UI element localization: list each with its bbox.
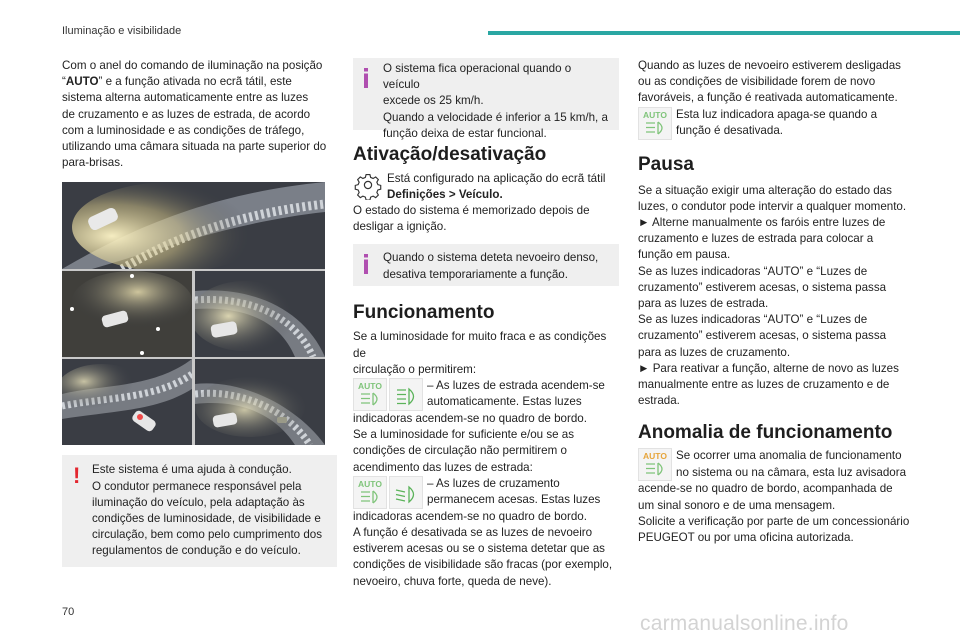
pause-line: cruzamento e luzes de estrada para colocar a xyxy=(638,232,874,246)
pause-heading: Pausa xyxy=(638,153,694,175)
fault-tail-line: Solicite a verificação por parte de um concessionário xyxy=(638,514,910,528)
pause-line: para as luzes de cruzamento. xyxy=(638,345,791,359)
fault-line: Se ocorrer uma anomalia de funcionamento xyxy=(676,449,902,463)
intro-line: para-brisas. xyxy=(62,156,124,170)
end-line: nevoeiro, chuva forte, queda de neve). xyxy=(353,574,552,588)
illustration-grid xyxy=(62,182,325,445)
intro-line: sistema alterna automaticamente entre as luzes xyxy=(62,91,309,105)
high-beam-line: automaticamente. Estas luzes xyxy=(427,395,582,409)
operation-lead-line: circulação o permitirem: xyxy=(353,362,477,376)
activation-heading: Ativação/desativação xyxy=(353,144,547,165)
high-beam-tail: indicadoras acendem-se no quadro de bordo. xyxy=(353,412,587,426)
column-2 xyxy=(353,58,619,590)
svg-text:AUTO: AUTO xyxy=(643,109,667,120)
pause-line: função em pausa. xyxy=(638,248,731,262)
mid-line: Se a luminosidade for suficiente e/ou se as xyxy=(353,428,575,442)
fault-row xyxy=(638,448,910,481)
section-title: Iluminação e visibilidade xyxy=(62,25,182,37)
pause-line: luzes, o condutor pode intervir a qualquer momento. xyxy=(638,199,907,213)
auto-lighting-icon xyxy=(353,378,387,411)
low-beam-line: permanecem acesas. Estas luzes xyxy=(427,493,601,507)
pause-line: Se a situação exigir uma alteração do estado das xyxy=(638,183,892,197)
warning-line: O condutor permanece responsável pela xyxy=(92,479,302,493)
intro-line: Com o anel do comando de iluminação na posição xyxy=(62,59,323,72)
off-indicator-row xyxy=(638,107,910,140)
mid-line: acendimento das luzes de estrada: xyxy=(353,460,533,474)
low-beam-tail: indicadoras acendem-se no quadro de bordo. xyxy=(353,509,587,523)
fog-note-line: desativa temporariamente a função. xyxy=(383,267,568,281)
warning-line: circulação, bem como pelo cumprimento dos xyxy=(92,528,323,542)
warning-line: iluminação do veículo, pela adaptação às xyxy=(92,495,305,509)
low-beam-line: – As luzes de cruzamento xyxy=(427,476,560,490)
info-icon xyxy=(364,68,368,88)
gear-icon xyxy=(353,170,383,205)
intro-line: utilizando uma câmara situada na parte superior do xyxy=(62,140,327,154)
speed-info-line: Quando a velocidade é inferior a 15 km/h, a xyxy=(383,110,608,124)
reactivation-line: Quando as luzes de nevoeiro estiverem desligadas xyxy=(638,59,901,72)
illustration-panel-curve xyxy=(195,271,325,357)
speed-info-note xyxy=(353,58,619,140)
pause-line: para as luzes de estrada. xyxy=(638,297,769,311)
pause-line: ► Para reativar a função, alterne de novo as luzes xyxy=(638,361,899,375)
activation-row xyxy=(353,170,619,205)
end-line: estiverem acesas ou se o sistema detetar que as xyxy=(353,542,605,556)
fault-tail-line: acende-se no quadro de bordo, acompanhada de xyxy=(638,482,893,496)
end-line: A função é desativada se as luzes de nevoeiro xyxy=(353,526,593,540)
activation-line: Está configurado na aplicação do ecrã tátil xyxy=(387,172,606,185)
intro-line: com a luminosidade e as condições de tráfego, xyxy=(62,123,305,137)
svg-text:AUTO: AUTO xyxy=(643,451,667,462)
column-1 xyxy=(62,58,337,567)
intro-line: de cruzamento e as luzes de estrada, de acordo xyxy=(62,107,311,121)
off-line: Esta luz indicadora apaga-se quando a xyxy=(676,107,878,121)
warning-exclamation-icon: ! xyxy=(73,463,81,489)
warning-line: condições de luminosidade, de visibilidade e xyxy=(92,512,321,526)
pause-line: cruzamento” estiverem acesas, o sistema passa xyxy=(638,329,887,343)
fog-note-line: Quando o sistema deteta nevoeiro denso, xyxy=(383,251,599,265)
info-icon xyxy=(364,254,368,274)
auto-lighting-icon xyxy=(353,476,387,509)
operation-heading: Funcionamento xyxy=(353,302,495,324)
memo-line: O estado do sistema é memorizado depois de xyxy=(353,204,590,217)
warning-line: regulamentos de condução e do veículo. xyxy=(92,544,301,558)
fault-line: no sistema ou na câmara, esta luz avisadora xyxy=(676,465,907,479)
illustration-panel-oncoming xyxy=(62,359,192,445)
pause-line: estrada. xyxy=(638,394,680,408)
speed-info-line: excede os 25 km/h. xyxy=(383,94,484,108)
fault-tail-line: PEUGEOT ou por uma oficina autorizada. xyxy=(638,531,854,545)
pause-line: Se as luzes indicadoras “AUTO” e “Luzes de xyxy=(638,313,868,327)
off-line: função é desativada. xyxy=(676,123,783,137)
fog-info-note xyxy=(353,244,619,286)
auto-lighting-icon xyxy=(638,107,672,140)
illustration-panel-following xyxy=(195,359,325,445)
operation-lead-line: Se a luminosidade for muito fraca e as condições de xyxy=(353,330,607,360)
illustration-panel-high-beam xyxy=(62,182,325,269)
high-beam-row xyxy=(353,378,619,411)
page-number: 70 xyxy=(62,606,75,618)
speed-info-line: função deixa de estar funcional. xyxy=(383,126,547,140)
pause-line: ► Alterne manualmente os faróis entre luzes de xyxy=(638,216,886,230)
low-beam-row xyxy=(353,476,619,509)
fault-tail-line: um sinal sonoro e de uma mensagem. xyxy=(638,498,836,512)
high-beam-line: – As luzes de estrada acendem-se xyxy=(427,379,605,393)
auto-lighting-fault-icon xyxy=(638,448,672,481)
svg-text:AUTO: AUTO xyxy=(358,381,382,392)
intro-line: “AUTO” e a função ativada no ecrã tátil, este xyxy=(62,75,292,89)
settings-path: Definições > Veículo. xyxy=(387,188,503,202)
memo-line: desligar a ignição. xyxy=(353,220,447,234)
header-accent-bar xyxy=(488,31,960,35)
pause-line: manualmente entre as luzes de cruzamento e de xyxy=(638,378,890,392)
reactivation-line: favoráveis, a função é reativada automaticamente. xyxy=(638,91,898,105)
reactivation-line: ou as condições de visibilidade forem de novo xyxy=(638,75,876,89)
pause-line: Se as luzes indicadoras “AUTO” e “Luzes de xyxy=(638,264,868,278)
svg-text:AUTO: AUTO xyxy=(358,478,382,489)
speed-info-line: O sistema fica operacional quando o veículo xyxy=(383,62,572,92)
column-3 xyxy=(638,58,910,546)
high-beam-icon xyxy=(389,378,423,411)
low-beam-icon xyxy=(389,476,423,509)
watermark: carmanualsonline.info xyxy=(640,612,849,635)
warning-line: Este sistema é uma ajuda à condução. xyxy=(92,463,292,477)
illustration-panel-village xyxy=(62,271,192,357)
end-line: condições de visibilidade são fracas (por exemplo, xyxy=(353,558,613,572)
warning-note xyxy=(62,455,337,567)
intro-paragraph xyxy=(62,58,337,171)
fault-heading: Anomalia de funcionamento xyxy=(638,422,893,444)
pause-line: cruzamento” estiverem acesas, o sistema passa xyxy=(638,280,887,294)
mid-line: condições de circulação não permitirem o xyxy=(353,444,567,458)
